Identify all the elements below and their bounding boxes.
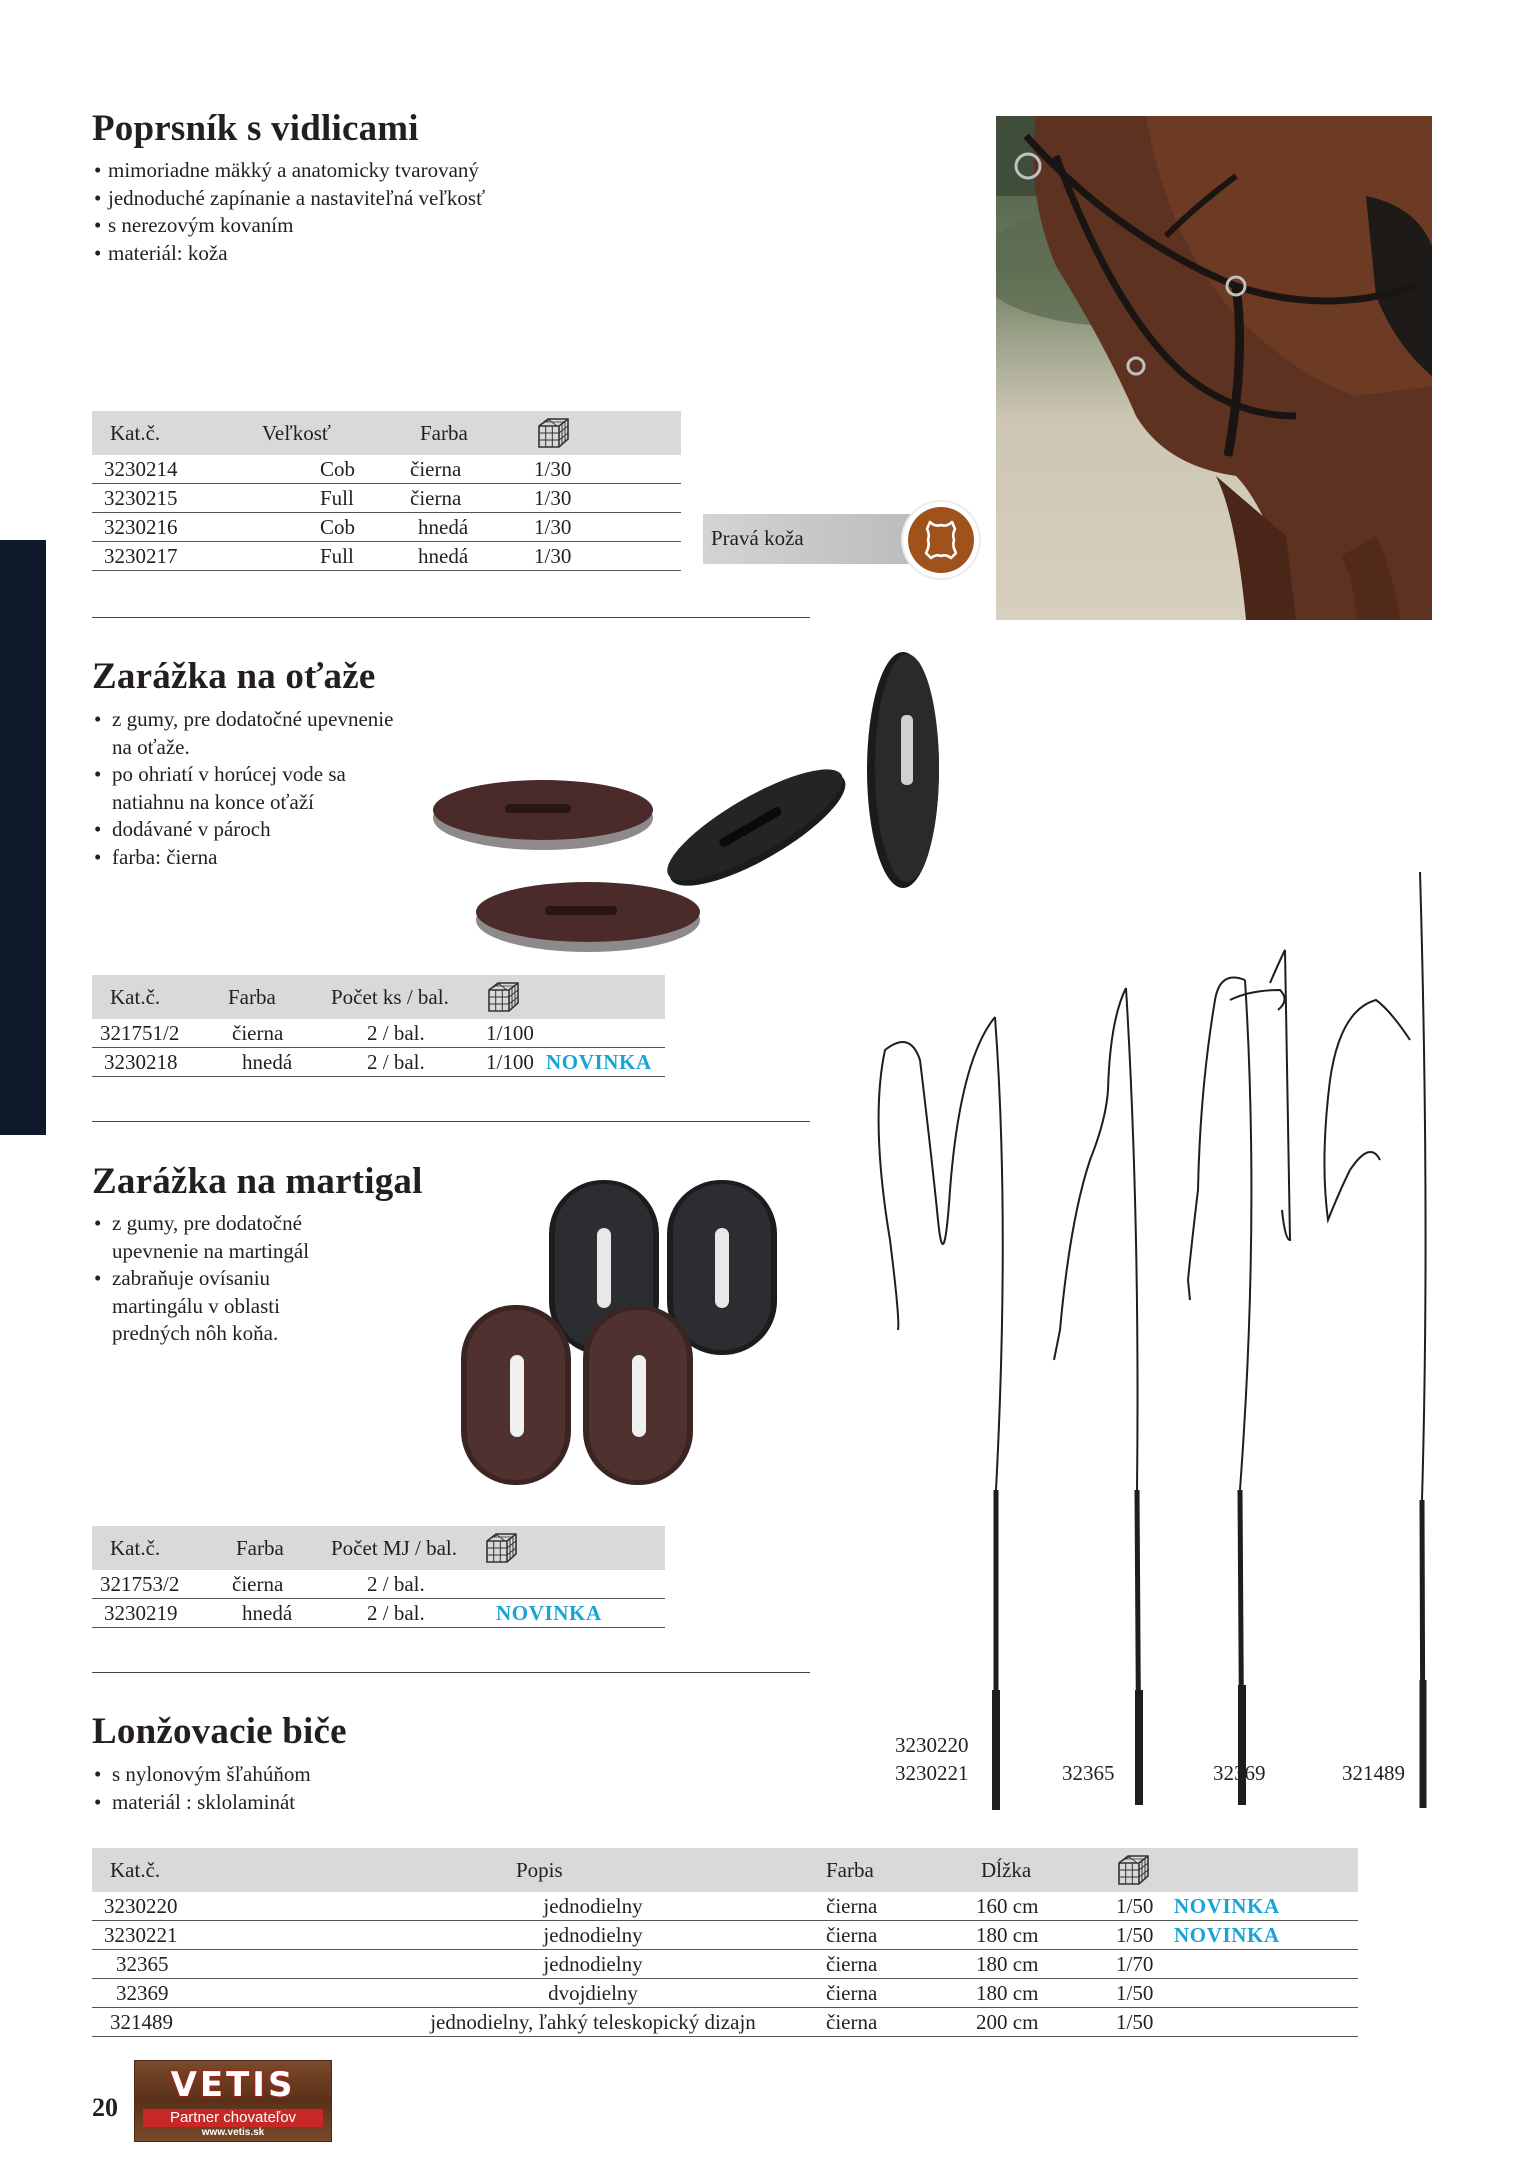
cell-pack: 1/50 bbox=[1116, 1979, 1174, 2008]
section-title-lunge-whips: Lonžovacie biče bbox=[92, 1711, 347, 1752]
logo-brand: VETIS bbox=[170, 2065, 296, 2105]
cell-description: dvojdielny bbox=[360, 1979, 826, 2008]
table-header-row bbox=[92, 1848, 1358, 1892]
package-qty-header bbox=[1116, 1848, 1174, 1892]
novinka-badge bbox=[546, 1019, 665, 1048]
novinka-badge bbox=[1174, 1950, 1358, 1979]
carton-box-icon bbox=[486, 980, 522, 1014]
feature-item: • po ohriatí v horúcej vode sa natiahnu na konce oťaží bbox=[92, 761, 412, 816]
lunge-whips-spec-table bbox=[92, 1848, 1358, 2037]
lunge-whips-features bbox=[92, 1761, 311, 1816]
cell-description: jednodielny bbox=[360, 1950, 826, 1979]
vetis-logo bbox=[134, 2060, 332, 2142]
whip-caption-code: 3230221 bbox=[895, 1761, 969, 1785]
cell-color: čierna bbox=[826, 1892, 976, 1921]
feature-item: • mimoriadne mäkký a anatomicky tvarovaný bbox=[92, 157, 485, 185]
hide-shape-icon bbox=[908, 507, 974, 573]
table-header-row bbox=[92, 1526, 665, 1570]
whip-caption-code: 32369 bbox=[1213, 1761, 1266, 1785]
novinka-badge: NOVINKA bbox=[1174, 1892, 1358, 1921]
cell-size: Full bbox=[260, 542, 402, 571]
section-divider bbox=[92, 1121, 810, 1122]
table-row bbox=[92, 1019, 665, 1048]
cell-description: jednodielny, ľahký teleskopický dizajn bbox=[360, 2008, 826, 2037]
cell-catalog: 3230214 bbox=[92, 455, 260, 484]
cell-catalog: 3230221 bbox=[92, 1921, 360, 1950]
cell-description: jednodielny bbox=[360, 1892, 826, 1921]
table-row bbox=[92, 484, 681, 513]
cell-color: hnedá bbox=[402, 542, 530, 571]
whip-caption-code: 321489 bbox=[1342, 1761, 1405, 1785]
feature-item: • farba: čierna bbox=[92, 844, 412, 872]
col-header-empty bbox=[546, 975, 665, 1019]
table-row bbox=[92, 1048, 665, 1077]
novinka-badge bbox=[1174, 2008, 1358, 2037]
table-row bbox=[92, 1892, 1358, 1921]
cell-catalog: 32369 bbox=[92, 1979, 360, 2008]
table-row bbox=[92, 513, 681, 542]
rein-stops-features bbox=[92, 706, 412, 871]
cell-pack: 1/30 bbox=[530, 455, 681, 484]
feature-item: • dodávané v pároch bbox=[92, 816, 412, 844]
carton-box-icon bbox=[484, 1531, 520, 1565]
martingale-stops-photo bbox=[455, 1170, 785, 1505]
whip-caption-code: 3230220 bbox=[895, 1733, 969, 1757]
breastplate-features bbox=[92, 157, 485, 267]
col-header: Kat.č. bbox=[92, 1848, 360, 1892]
carton-box-icon bbox=[1116, 1853, 1152, 1887]
cell-catalog: 3230216 bbox=[92, 513, 260, 542]
novinka-badge: NOVINKA bbox=[496, 1599, 665, 1628]
novinka-badge: NOVINKA bbox=[1174, 1921, 1358, 1950]
breastplate-spec-table bbox=[92, 411, 681, 571]
cell-pack: 1/50 bbox=[1116, 1892, 1174, 1921]
col-header: Popis bbox=[360, 1848, 826, 1892]
cell-pack: 1/100 bbox=[486, 1048, 546, 1077]
feature-item: • jednoduché zapínanie a nastaviteľná veľkosť bbox=[92, 185, 485, 213]
logo-tagline: Partner chovateľov bbox=[143, 2109, 323, 2127]
cell-color: hnedá bbox=[228, 1599, 331, 1628]
cell-length: 180 cm bbox=[976, 1979, 1116, 2008]
cell-color: hnedá bbox=[402, 513, 530, 542]
cell-length: 200 cm bbox=[976, 2008, 1116, 2037]
feature-item: • s nylonovým šľahúňom bbox=[92, 1761, 311, 1789]
rein-stops-spec-table bbox=[92, 975, 665, 1077]
cell-color: čierna bbox=[826, 2008, 976, 2037]
cell-color: hnedá bbox=[228, 1048, 331, 1077]
col-header: Kat.č. bbox=[92, 411, 260, 455]
page-number: 20 bbox=[92, 2093, 118, 2122]
cell-size: Cob bbox=[260, 513, 402, 542]
col-header: Kat.č. bbox=[92, 975, 228, 1019]
martingale-stops-features bbox=[92, 1210, 352, 1348]
table-row bbox=[92, 1979, 1358, 2008]
logo-url: www.vetis.sk bbox=[201, 2127, 265, 2138]
cell-pcs: 2 / bal. bbox=[331, 1048, 486, 1077]
cell-catalog: 3230220 bbox=[92, 1892, 360, 1921]
table-header-row bbox=[92, 411, 681, 455]
cell-color: čierna bbox=[826, 1921, 976, 1950]
lunge-whips-photo bbox=[870, 860, 1440, 1820]
col-header: Dĺžka bbox=[976, 1848, 1116, 1892]
col-header: Kat.č. bbox=[92, 1526, 228, 1570]
col-header: Počet ks / bal. bbox=[331, 975, 486, 1019]
cell-size: Full bbox=[260, 484, 402, 513]
cell-length: 180 cm bbox=[976, 1921, 1116, 1950]
novinka-badge bbox=[496, 1570, 665, 1599]
carton-box-icon bbox=[536, 416, 572, 450]
cell-pcs: 2 / bal. bbox=[331, 1599, 496, 1628]
cell-length: 160 cm bbox=[976, 1892, 1116, 1921]
table-row bbox=[92, 1570, 665, 1599]
table-row bbox=[92, 1950, 1358, 1979]
cell-pack: 1/70 bbox=[1116, 1950, 1174, 1979]
cell-pack: 1/50 bbox=[1116, 2008, 1174, 2037]
col-header: Veľkosť bbox=[260, 411, 402, 455]
cell-pcs: 2 / bal. bbox=[331, 1570, 496, 1599]
cell-catalog: 3230217 bbox=[92, 542, 260, 571]
package-qty-header bbox=[530, 411, 681, 455]
cell-color: čierna bbox=[826, 1979, 976, 2008]
table-row bbox=[92, 1921, 1358, 1950]
feature-item: • z gumy, pre dodatočné upevnenie na martingál bbox=[92, 1210, 352, 1265]
package-qty-header bbox=[496, 1526, 665, 1570]
cell-catalog: 321489 bbox=[92, 2008, 360, 2037]
leather-hide-icon bbox=[903, 502, 979, 578]
badge-label: Pravá koža bbox=[711, 526, 804, 550]
section-title-breastplate: Poprsník s vidlicami bbox=[92, 108, 419, 149]
feature-item: • materiál : sklolaminát bbox=[92, 1789, 311, 1817]
col-header-empty bbox=[1174, 1848, 1358, 1892]
section-title-martingale-stops: Zarážka na martigal bbox=[92, 1161, 423, 1202]
cell-description: jednodielny bbox=[360, 1921, 826, 1950]
cell-catalog: 321751/2 bbox=[92, 1019, 228, 1048]
table-row bbox=[92, 542, 681, 571]
col-header: Počet MJ / bal. bbox=[331, 1526, 496, 1570]
novinka-badge: NOVINKA bbox=[546, 1048, 665, 1077]
feature-item: • materiál: koža bbox=[92, 240, 485, 268]
whip-caption-code: 32365 bbox=[1062, 1761, 1115, 1785]
section-divider bbox=[92, 1672, 810, 1673]
cell-catalog: 3230218 bbox=[92, 1048, 228, 1077]
section-title-rein-stops: Zarážka na oťaže bbox=[92, 656, 376, 697]
table-row bbox=[92, 2008, 1358, 2037]
cell-pcs: 2 / bal. bbox=[331, 1019, 486, 1048]
cell-catalog: 3230219 bbox=[92, 1599, 228, 1628]
feature-item: • zabraňuje ovísaniu martingálu v oblasti predných nôh koňa. bbox=[92, 1265, 352, 1348]
novinka-badge bbox=[1174, 1979, 1358, 2008]
cell-pack: 1/30 bbox=[530, 542, 681, 571]
side-accent-bar bbox=[0, 540, 46, 1135]
whip-caption bbox=[895, 1731, 969, 1787]
cell-catalog: 32365 bbox=[92, 1950, 360, 1979]
cell-color: čierna bbox=[228, 1019, 331, 1048]
cell-catalog: 3230215 bbox=[92, 484, 260, 513]
table-row bbox=[92, 455, 681, 484]
cell-size: Cob bbox=[260, 455, 402, 484]
table-row bbox=[92, 1599, 665, 1628]
cell-pack: 1/100 bbox=[486, 1019, 546, 1048]
table-header-row bbox=[92, 975, 665, 1019]
cell-color: čierna bbox=[402, 455, 530, 484]
col-header: Farba bbox=[826, 1848, 976, 1892]
genuine-leather-badge bbox=[703, 514, 913, 564]
cell-color: čierna bbox=[402, 484, 530, 513]
package-qty-header bbox=[486, 975, 546, 1019]
col-header: Farba bbox=[228, 1526, 331, 1570]
col-header: Farba bbox=[228, 975, 331, 1019]
cell-pack: 1/30 bbox=[530, 513, 681, 542]
martingale-stops-spec-table bbox=[92, 1526, 665, 1628]
feature-item: • z gumy, pre dodatočné upevnenie na oťaže. bbox=[92, 706, 412, 761]
cell-catalog: 321753/2 bbox=[92, 1570, 228, 1599]
col-header: Farba bbox=[402, 411, 530, 455]
cell-color: čierna bbox=[826, 1950, 976, 1979]
feature-item: • s nerezovým kovaním bbox=[92, 212, 485, 240]
cell-pack: 1/50 bbox=[1116, 1921, 1174, 1950]
cell-color: čierna bbox=[228, 1570, 331, 1599]
section-divider bbox=[92, 617, 810, 618]
horse-breastplate-photo bbox=[996, 116, 1432, 620]
cell-pack: 1/30 bbox=[530, 484, 681, 513]
cell-length: 180 cm bbox=[976, 1950, 1116, 1979]
